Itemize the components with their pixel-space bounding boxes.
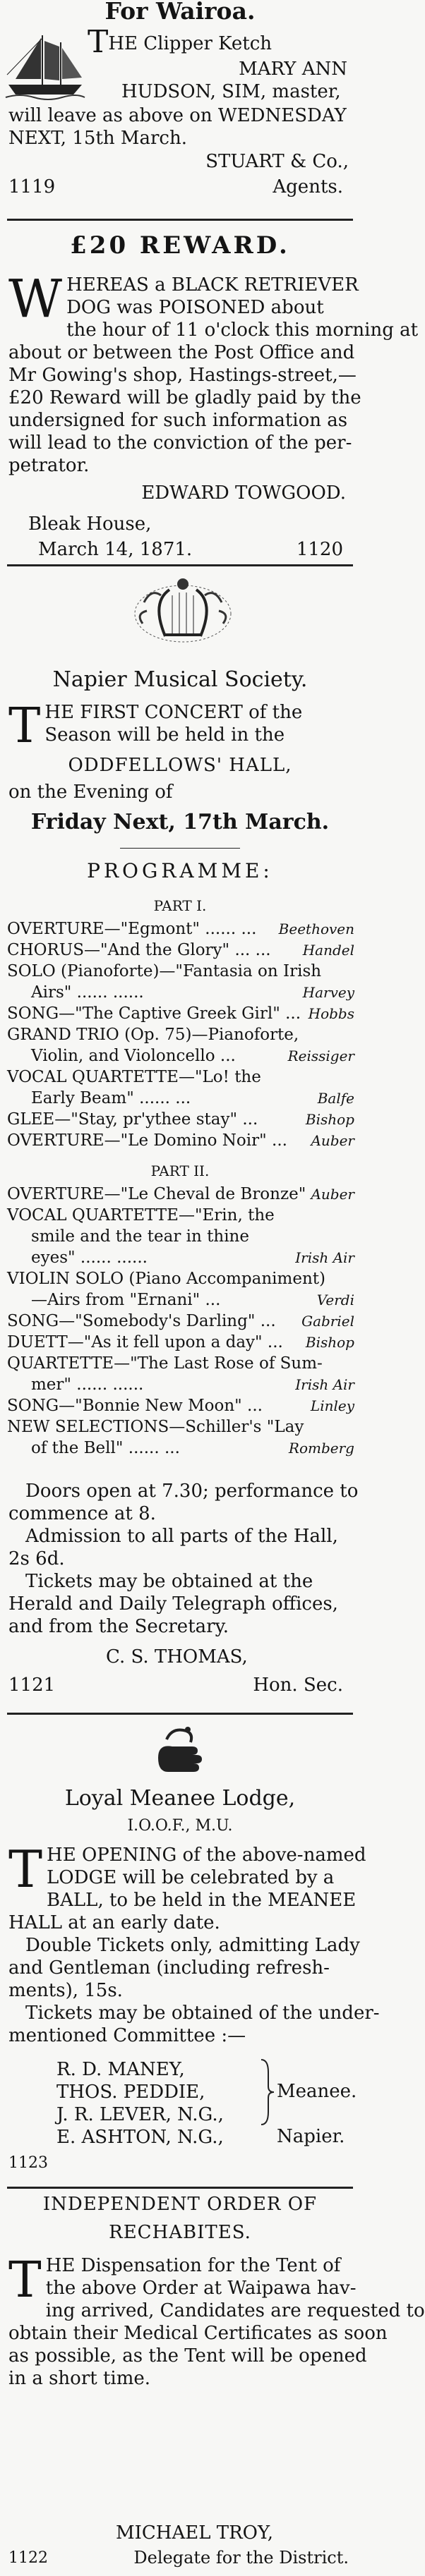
composer: Hobbs [308,1005,354,1022]
composer: Balfe [317,1090,354,1107]
wairoa-line2: MARY ANN [239,59,347,80]
musical-intro-line: Season will be held in the [44,724,285,746]
rechabites-line: HE Dispensation for the Tent of [45,2255,341,2276]
programme-item: VOCAL QUARTETTE—"Erin, the [7,1206,275,1225]
wairoa-role: Agents. [273,176,343,198]
committee-name: J. R. LEVER, N.G., [56,2104,224,2125]
programme-item: OVERTURE—"Le Domino Noir" ... Auber [7,1131,354,1150]
programme-item: SONG—"Somebody's Darling" ... Gabriel [7,1312,354,1330]
composer: Auber [311,1132,354,1149]
divider-rule [7,1713,353,1715]
rechabites-role: Delegate for the District. [133,2548,349,2568]
part1-list [0,918,360,1151]
reward-line: the hour of 11 o'clock this morning at [66,320,419,341]
wairoa-line3: HUDSON, SIM, master, [121,81,341,102]
programme-item: QUARTETTE—"The Last Rose of Sum- [7,1354,323,1373]
composer: Harvey [302,984,354,1001]
meanee-title: Loyal Meanee Lodge, [64,1786,296,1811]
wairoa-title: For Wairoa. [104,0,256,25]
wairoa-signer: STUART & Co., [205,151,349,172]
committee-name: E. ASHTON, N.G., [56,2127,224,2148]
rechabites-advert [0,2194,425,2575]
part2-heading: PART II. [150,1162,210,1179]
composer: Handel [302,942,354,959]
wairoa-line4: will leave as above on WEDNESDAY [8,105,347,126]
composer: Linley [310,1397,354,1414]
composer: Gabriel [301,1313,354,1330]
composer: Auber [311,1186,354,1203]
reward-line: HEREAS a BLACK RETRIEVER [66,274,359,296]
rechabites-line: in a short time. [8,2368,151,2389]
programme-heading: PROGRAMME: [87,859,273,882]
programme-item: SOLO (Pianoforte)—"Fantasia on Irish [7,962,322,980]
reward-title: £20 REWARD. [70,231,290,260]
programme-item: OVERTURE—"Egmont" ...... ... Beethoven [7,920,354,938]
reward-line: DOG was POISONED about [66,297,324,318]
rechabites-signer: MICHAEL TROY, [116,2522,274,2544]
napier-place: Napier. [277,2126,345,2147]
doors-line: Doors open at 7.30; performance to [25,1481,359,1502]
meanee-place: Meanee. [277,2081,357,2102]
composer: Verdi [316,1292,354,1308]
committee-name: R. D. MANEY, [56,2059,185,2080]
committee-name: THOS. PEDDIE, [56,2082,205,2103]
meanee-subtitle: I.O.O.F., M.U. [127,1817,233,1835]
reward-number: 1120 [296,539,343,560]
programme-item: —Airs from "Ernani" ... Verdi [31,1291,354,1309]
programme-item: VIOLIN SOLO (Piano Accompaniment) [7,1270,325,1288]
meanee-line: and Gentleman (including refresh- [8,1957,330,1979]
reward-line: petrator. [8,455,90,476]
musical-number: 1121 [8,1675,56,1696]
reward-line: will lead to the conviction of the per- [8,432,352,454]
programme-item: of the Bell" ...... ... Romberg [31,1439,354,1457]
short-rule [120,848,240,849]
rechabites-line: as possible, as the Tent will be opened [8,2345,367,2367]
wairoa-line5: NEXT, 15th March. [8,128,187,149]
programme-item: eyes" ...... ...... Irish Air [31,1248,354,1267]
reward-line: undersigned for such information as [8,410,348,431]
rechabites-title1: INDEPENDENT ORDER OF [42,2194,318,2215]
musical-advert [0,570,360,1769]
programme-item: GLEE—"Stay, pr'ythee stay" ... Bishop [7,1110,354,1129]
rechabites-drop-cap: T [8,2251,42,2309]
reward-advert [0,224,419,560]
programme-item: OVERTURE—"Le Cheval de Bronze" Auber [7,1185,354,1203]
reward-date: March 14, 1871. [38,539,193,560]
brace-icon [260,2058,275,2126]
programme-item: NEW SELECTIONS—Schiller's "Lay [7,1418,304,1436]
meanee-advert [0,1718,380,2172]
ship-icon [6,32,85,100]
wairoa-advert: For Wairoa. THE Clipper Ketch MARY ANN HUDSON, SIM, master, will leave as above on WEDNESDAY NEXT, 15th March. STUART & Co., 1119 Agents. [0,0,360,219]
reward-line: £20 Reward will be gladly paid by the [8,387,361,408]
composer: Bishop [305,1334,354,1351]
programme-item: VOCAL QUARTETTE—"Lo! the [7,1068,261,1086]
composer: Bishop [305,1111,354,1128]
divider-rule [7,219,353,221]
composer: Reissiger [287,1047,354,1064]
programme-item: SONG—"Bonnie New Moon" ... Linley [7,1397,354,1415]
musical-date: Friday Next, 17th March. [30,810,330,834]
musical-intro-line: HE FIRST CONCERT of the [44,702,303,723]
committee-names [56,2058,224,2149]
meanee-line: LODGE will be celebrated by a [47,1867,335,1888]
rechabites-number: 1122 [8,2549,48,2567]
admission-line: 2s 6d. [8,1548,65,1569]
meanee-drop-cap: T [8,1840,43,1899]
part1-heading: PART I. [153,897,207,914]
tickets-line: Herald and Daily Telegraph offices, [8,1593,338,1615]
programme-item: Violin, and Violoncello ... Reissiger [31,1047,354,1065]
meanee-line: HE OPENING of the above-named [47,1845,366,1866]
rechabites-line: the above Order at Waipawa hav- [45,2278,357,2299]
musical-evening: on the Evening of [8,782,173,803]
doors-line: commence at 8. [8,1503,156,1524]
lyre-ornament-icon [130,574,236,653]
wairoa-number: 1119 [8,176,56,198]
musical-title: Napier Musical Society. [52,667,308,692]
hand-emblem-icon [151,1723,208,1782]
meanee-line: HALL at an early date. [8,1912,220,1933]
programme-item: CHORUS—"And the Glory" ... ... Handel [7,941,354,959]
musical-role: Hon. Sec. [253,1675,343,1696]
tickets-line: and from the Secretary. [8,1616,229,1637]
meanee-line: mentioned Committee :— [8,2025,246,2046]
composer: Romberg [288,1440,354,1457]
programme-item: GRAND TRIO (Op. 75)—Pianoforte, [7,1026,299,1044]
composer: Irish Air [295,1376,354,1393]
reward-line: Mr Gowing's shop, Hastings-street,— [8,365,357,386]
admission-line: Admission to all parts of the Hall, [25,1526,338,1547]
rechabites-line: ing arrived, Candidates are requested to [45,2300,425,2321]
meanee-line: Double Tickets only, admitting Lady [25,1935,360,1956]
rechabites-line: obtain their Medical Certificates as soon [8,2323,388,2344]
programme-item: Airs" ...... ...... Harvey [31,983,354,1002]
reward-signer: EDWARD TOWGOOD. [141,482,346,504]
rechabites-title2: RECHABITES. [109,2222,251,2243]
meanee-line: ments), 15s. [8,1980,123,2001]
divider-rule [7,564,353,566]
tickets-line: Tickets may be obtained at the [25,1571,313,1592]
reward-address: Bleak House, [28,514,152,535]
musical-hall: ODDFELLOWS' HALL, [68,755,292,776]
meanee-number: 1123 [8,2154,48,2172]
programme-item: DUETT—"As it fell upon a day" ... Bishop [7,1333,354,1351]
musical-signer: C. S. THOMAS, [106,1646,248,1667]
part2-list [0,1184,360,1459]
reward-line: about or between the Post Office and [8,342,355,363]
divider-rule [7,2187,353,2189]
wairoa-line1: HE Clipper Ketch [108,33,273,54]
meanee-line: BALL, to be held in the MEANEE [47,1890,357,1911]
meanee-line: Tickets may be obtained of the under- [25,2003,380,2024]
composer: Irish Air [295,1249,354,1266]
programme-item: smile and the tear in thine [31,1227,249,1246]
programme-item: SONG—"The Captive Greek Girl" ... Hobbs [7,1004,354,1023]
musical-drop-cap: T [8,698,41,754]
programme-item: mer" ...... ...... Irish Air [31,1375,354,1394]
reward-drop-cap: W [8,269,63,329]
programme-item: Early Beam" ...... ... Balfe [31,1089,354,1107]
composer: Beethoven [278,921,354,937]
